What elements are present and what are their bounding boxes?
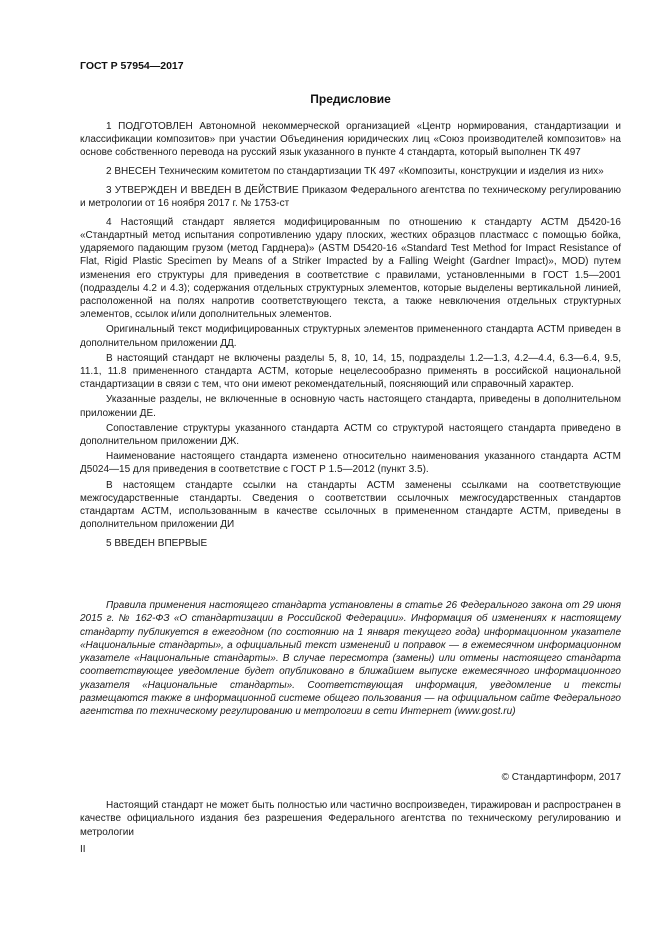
paragraph-5: 5 ВВЕДЕН ВПЕРВЫЕ [106,537,208,549]
paragraph-2: 2 ВНЕСЕН Техническим комитетом по стандартизации ТК 497 «Композиты, конструкции и изделия из них» [106,166,604,178]
reproduction-notice: Настоящий стандарт не может быть полностью или частично воспроизведен, тиражирован и распространен в качестве официального издания без разрешения Федерального агентства по техническому регулированию и метрологии [80,800,621,838]
paragraph-4-original-text: Оригинальный текст модифицированных структурных элементов примененного стандарта АСТМ приведен в дополнительном приложении ДД. [80,324,621,349]
application-rules-notice: Правила применения настоящего стандарта установлены в статье 26 Федерального закона от 29 июня 2015 г. № 162-ФЗ «О стандартизации в Российской Федерации». Информация об изменениях к настоящему стандарту публикуется в ежегодном (по состоянию на 1 января текущего года) информационном указателе «Национальные стандарты», а официальный текст изменений и поправок — в ежемесячном информационном указателе «Национальные стандарты». В случае пересмотра (замены) или отмены настоящего стандарта соответствующее уведомление будет опубликовано в ближайшем выпуске ежемесячного информационного указателя «Национальные стандарты». Соответствующая информация, уведомление и тексты размещаются также в информационной системе общего пользования — на официальном сайте Федерального агентства по техническому регулированию и метрологии в сети Интернет (www.gost.ru) [80,600,621,718]
paragraph-3: 3 УТВЕРЖДЕН И ВВЕДЕН В ДЕЙСТВИЕ Приказом Федерального агентства по техническому регулированию и метрологии от 16 ноября 2017 г. № 1753-ст [80,184,621,210]
copyright-line: © Стандартинформ, 2017 [501,772,621,783]
paragraph-4-excluded-sections: В настоящий стандарт не включены разделы 5, 8, 10, 14, 15, подразделы 1.2—1.3, 4.2—4.4, 6.3—6.4, 9.5, 11.1, 11.8 примененного стандарта АСТМ, которые нецелесообразно применять в российской национальной стандартизации в связи с тем, что они имеют рекомендательный, поясняющий или справочный характер. [80,352,621,391]
paragraph-4-name-change: Наименование настоящего стандарта изменено относительно наименования указанного стандарта АСТМ Д5024—15 для приведения в соответствие с ГОСТ Р 1.5—2012 (пункт 3.5). [80,451,621,476]
paragraph-4-appendix-de: Указанные разделы, не включенные в основную часть настоящего стандарта, приведены в дополнительном приложении ДЕ. [80,394,621,419]
standard-id-header: ГОСТ Р 57954—2017 [80,60,184,72]
paragraph-4-references: В настоящем стандарте ссылки на стандарты АСТМ заменены ссылками на соответствующие межгосударственные стандарты. Сведения о соответствии ссылочных межгосударственных стандартов стандартам АСТМ, использованным в качестве ссылочных в примененном стандарте АСТМ, приведены в дополнительном приложении ДИ [80,479,621,531]
page-title: Предисловие [310,92,391,106]
paragraph-4-appendix-dzh: Сопоставление структуры указанного стандарта АСТМ со структурой настоящего стандарта приведено в дополнительном приложении ДЖ. [80,422,621,447]
foreword-body [80,120,621,556]
paragraph-1: 1 ПОДГОТОВЛЕН Автономной некоммерческой организацией «Центр нормирования, стандартизации и классификации композитов» при участии Объединения юридических лиц «Союз производителей композитов» на основе собственного перевода на русский язык указанного в пункте 4 стандарта, который выполнен ТК 497 [80,121,621,159]
paragraph-4: 4 Настоящий стандарт является модифицированным по отношению к стандарту АСТМ Д5420-16 «Стандартный метод испытания сопротивлению удару плоских, жестких образцов пластмасс с помощью бойка, ударяемого падающим грузом (метод Гарднера)» (ASTM D5420-16 «Standard Test Method for Impact Resistance of Flat, Rigid Plastic Specimen by Means of a Striker Impacted by a Falling Weight (Gardner Impact)», MOD) путем изменения его структуры для приведения в соответствие с правилами, установленными в ГОСТ 1.5—2001 (подразделы 4.2 и 4.3); содержания отдельных структурных элементов, которые выделены вертикальной линией, расположенной на полях напротив соответствующего текста, а также невключения отдельных структурных элементов, ссылок и/или дополнительных элементов. [80,216,621,321]
page-number: II [80,844,86,855]
